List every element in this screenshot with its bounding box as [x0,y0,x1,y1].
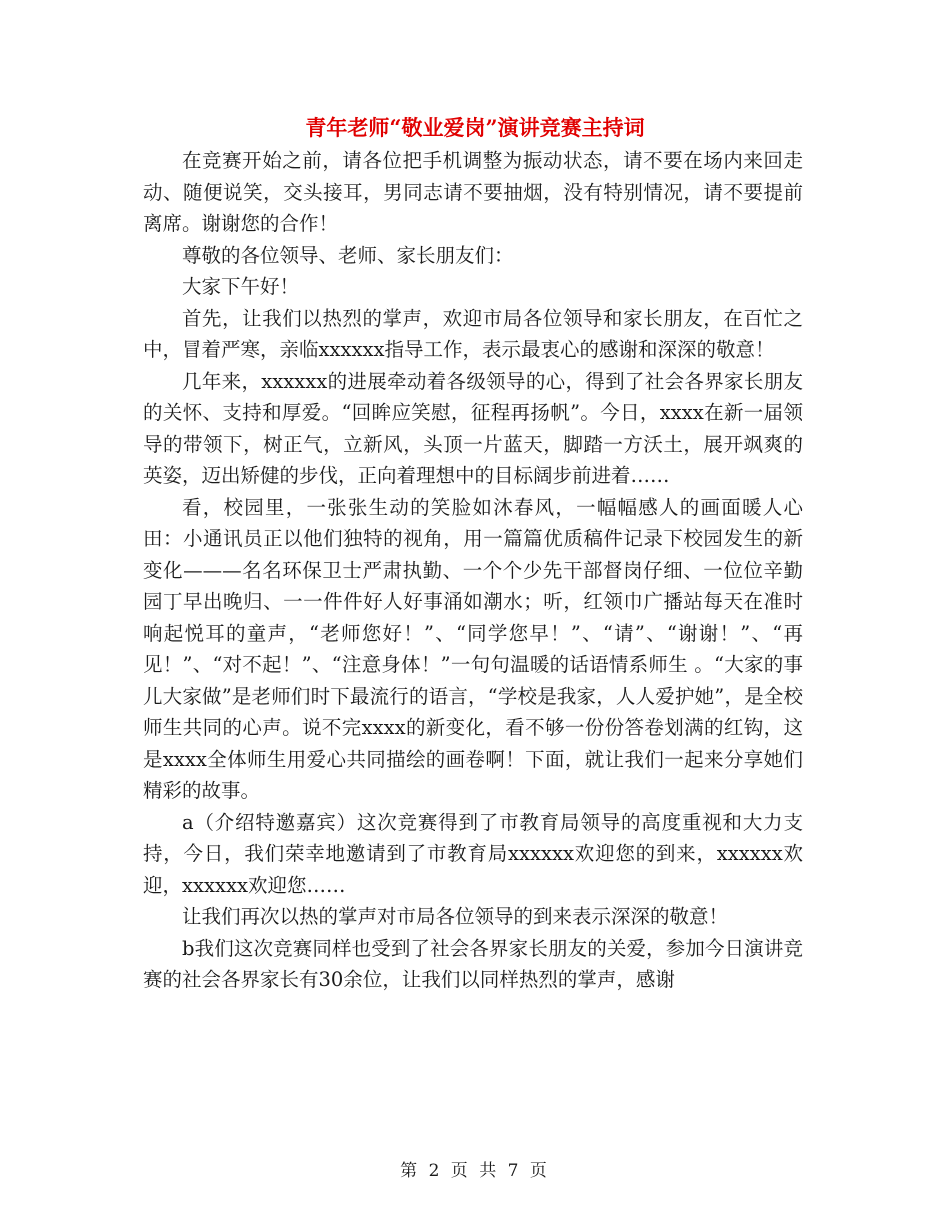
paragraph-applause: 让我们再次以热的掌声对市局各位领导的到来表示深深的敬意！ [182,905,729,928]
paragraph-greeting: 大家下午好！ [182,275,300,298]
paragraph-development: 几年来，xxxxxx的进展牵动着各级领导的心，得到了社会各界家长朋友的关怀、支持和厚爱。“回眸应笑慰，征程再扬帆”。今日，xxxx在新一届领导的带领下，树正气，立新风，头顶一片蓝天，脚踏一方沃土，展开飒爽的英姿，迈出矫健的步伐，正向着理想中的目标阔步前进着…… [143,369,803,487]
paragraph-parents: b我们这次竞赛同样也受到了社会各界家长朋友的关爱，参加今日演讲竞赛的社会各界家长有30余位，让我们以同样热烈的掌声，感谢 [143,936,803,991]
paragraph-salutation: 尊敬的各位领导、老师、家长朋友们： [182,243,514,267]
paragraph-opening-notice: 在竞赛开始之前，请各位把手机调整为振动状态，请不要在场内来回走动、随便说笑，交头接耳，男同志请不要抽烟，没有特别情况，请不要提前离席。谢谢您的合作！ [143,149,803,235]
page-number-footer: 第 2 页 共 7 页 [400,1161,550,1181]
paragraph-guests: a（介绍特邀嘉宾）这次竞赛得到了市教育局领导的高度重视和大力支持，今日，我们荣幸地邀请到了市教育局xxxxxx欢迎您的到来，xxxxxx欢迎，xxxxxx欢迎您…… [143,810,803,897]
paragraph-campus: 看，校园里，一张张生动的笑脸如沐春风，一幅幅感人的画面暖人心田：小通讯员正以他们独特的视角，用一篇篇优质稿件记录下校园发生的新变化———名名环保卫士严肃执勤、一个个少先干部督岗仔细、一位位辛勤园丁早出晚归、一一件件好人好事涌如潮水；听，红领巾广播站每天在准时响起悦耳的童声，“老师您好！”、“同学您早！”、“请”、“谢谢！”、“再见！”、“对不起！”、“注意身体！”一句句温暖的话语情系师生 。“大家的事儿大家做”是老师们时下最流行的语言，“学校是我家，人人爱护她”，是全校师生共同的心声。说不完xxxx的新变化，看不够一份份答卷划满的红钩，这是xxxx全体师生用爱心共同描绘的画卷啊！下面，就让我们一起来分享她们精彩的故事。 [143,495,803,802]
document-title: 青年老师“敬业爱岗”演讲竞赛主持词 [305,115,645,140]
paragraph-welcome: 首先，让我们以热烈的掌声，欢迎市局各位领导和家长朋友，在百忙之中，冒着严寒，亲临xxxxxx指导工作，表示最衷心的感谢和深深的敬意！ [143,306,803,361]
document-body [143,145,803,996]
